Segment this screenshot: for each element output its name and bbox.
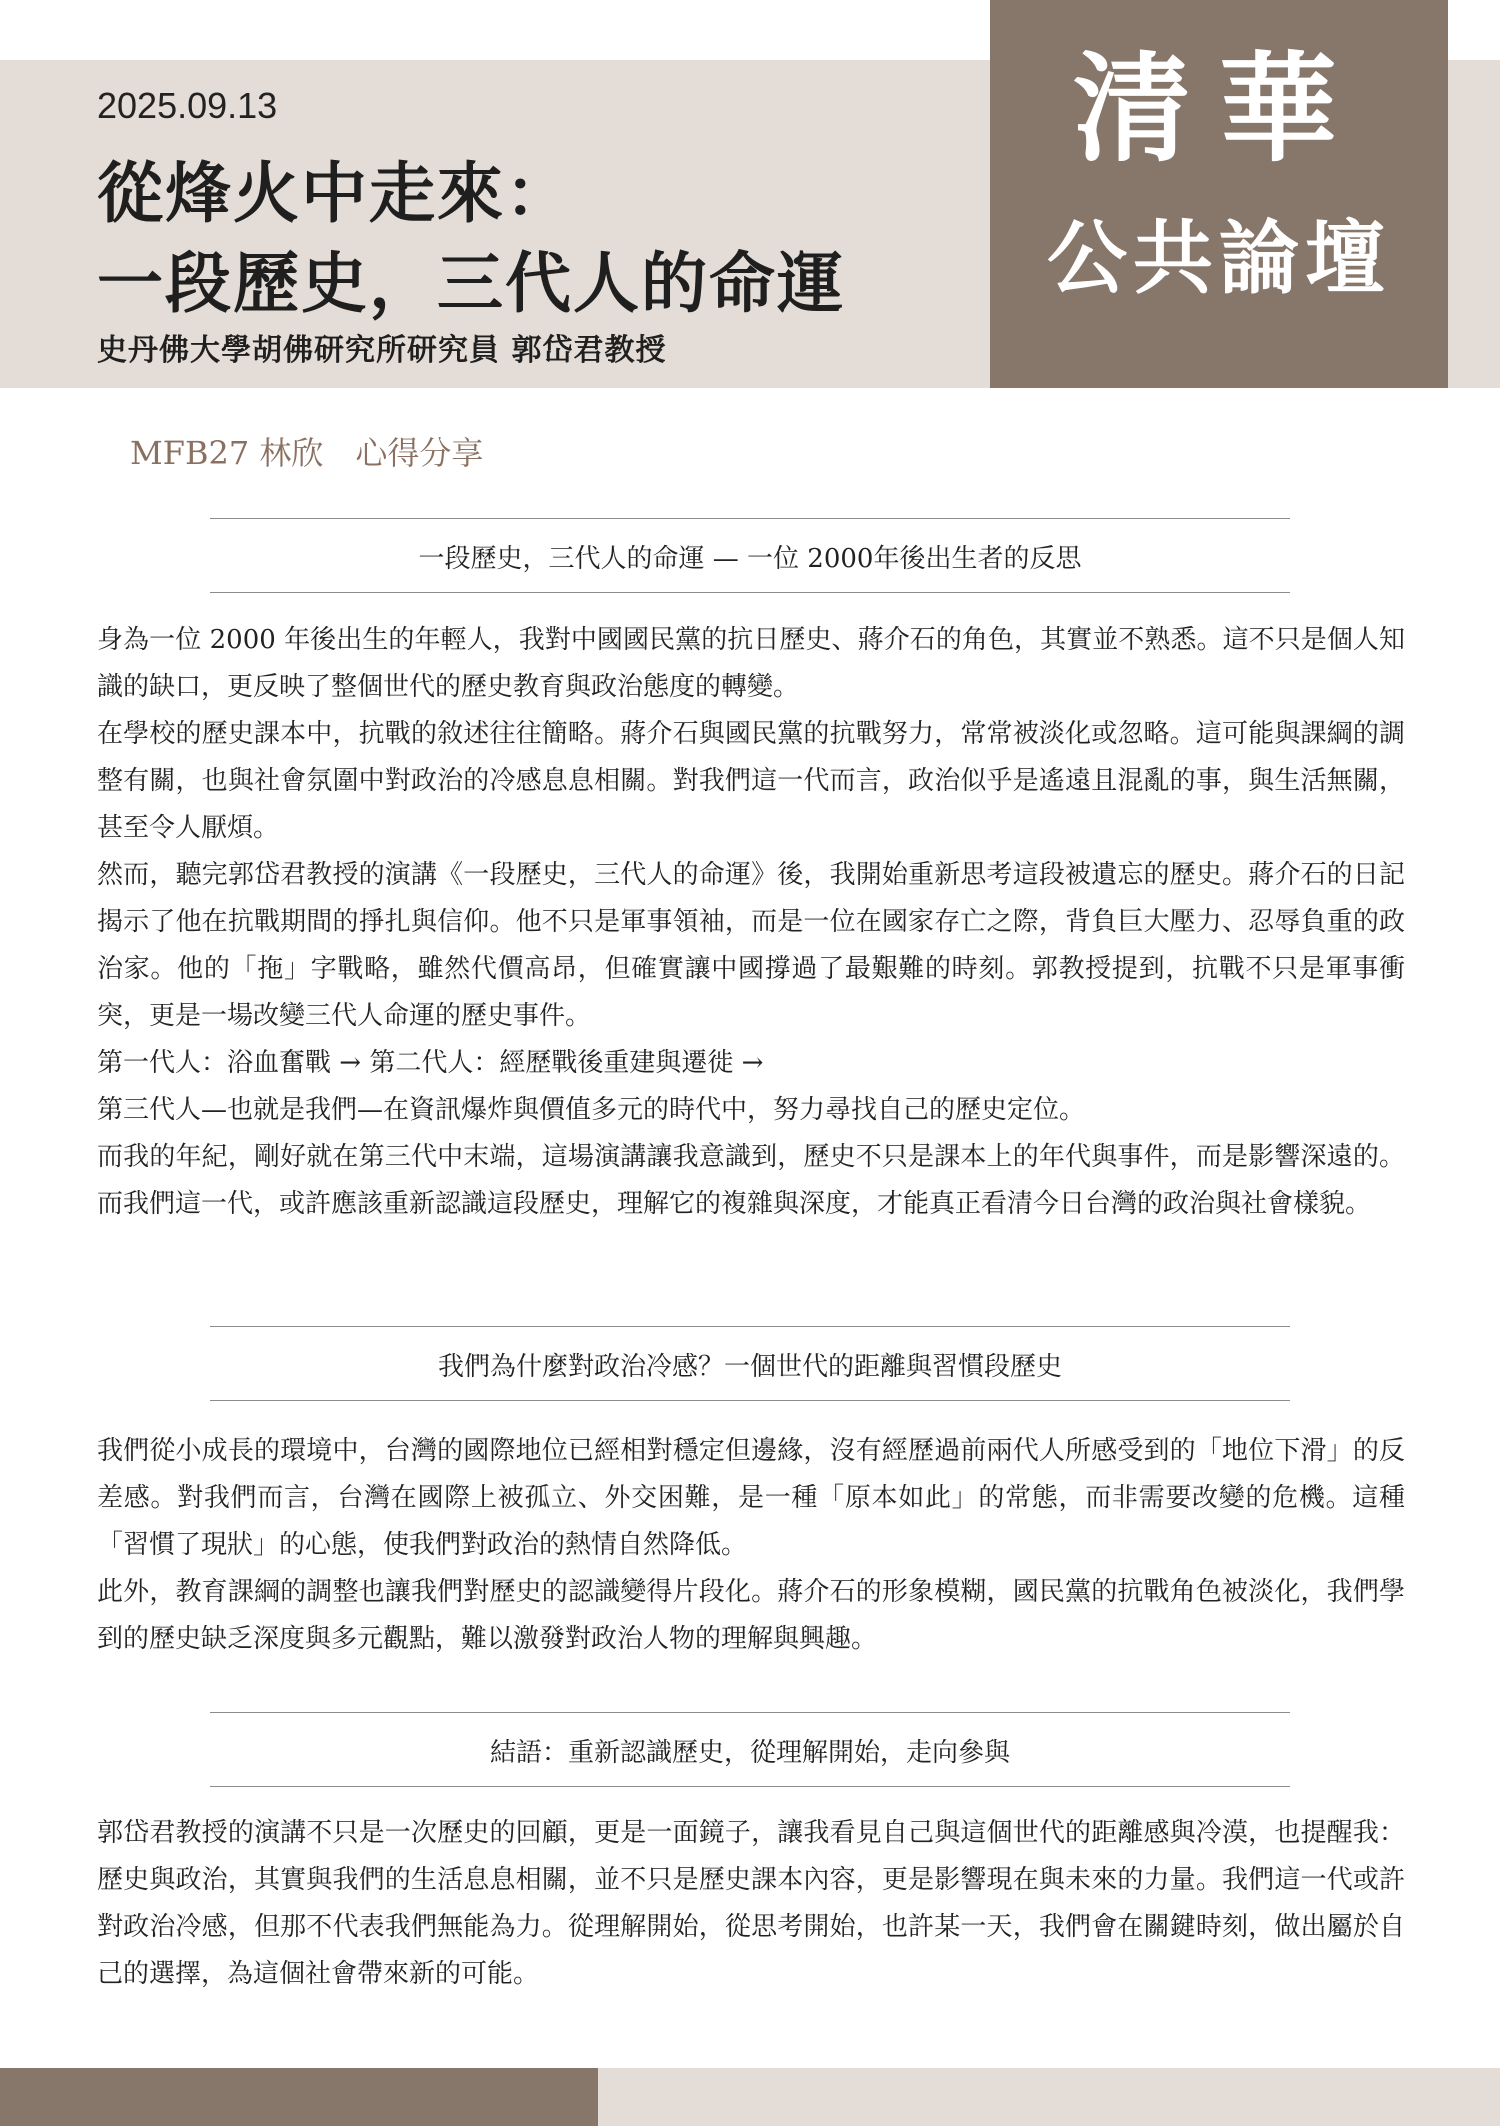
paragraph: 我們從小成長的環境中，台灣的國際地位已經相對穩定但邊緣，沒有經歷過前兩代人所感受到的「地位下滑」的反差感。對我們而言，台灣在國際上被孤立、外交困難，是一種「原本如此」的常態，而非需要改變的危機。這種「習慣了現狀」的心態，使我們對政治的熱情自然降低。 (97, 1436, 1405, 1560)
title-line2: 一段歷史，三代人的命運 (97, 244, 845, 322)
section-divider (210, 1786, 1290, 1787)
footer-band-light (598, 2068, 1500, 2126)
speaker-line: 史丹佛大學胡佛研究所研究員 郭岱君教授 (97, 333, 667, 368)
section-divider (210, 518, 1290, 519)
section-title: 結語：重新認識歷史，從理解開始，走向參與 (489, 1738, 1010, 1768)
paragraph: 身為一位 2000 年後出生的年輕人，我對中國國民黨的抗日歷史、蔣介石的角色，其實並不熟悉。這不只是個人知識的缺口，更反映了整個世代的歷史教育與政治態度的轉變。 (97, 625, 1405, 702)
section-divider (210, 1712, 1290, 1713)
paragraph: 郭岱君教授的演講不只是一次歷史的回顧，更是一面鏡子，讓我看見自己與這個世代的距離感與冷漠，也提醒我：歷史與政治，其實與我們的生活息息相關，並不只是歷史課本內容，更是影響現在與未來的力量。我們這一代或許對政治冷感，但那不代表我們無能為力。從理解開始，從思考開始，也許某一天，我們會在關鍵時刻，做出屬於自己的選擇，為這個社會帶來新的可能。 (97, 1818, 1405, 1989)
section-body (97, 617, 1405, 1228)
section-title: 我們為什麼對政治冷感？一個世代的距離與習慣段歷史 (437, 1352, 1062, 1382)
section-divider (210, 1400, 1290, 1401)
paragraph: 而我的年紀，剛好就在第三代中末端，這場演講讓我意識到，歷史不只是課本上的年代與事件，而是影響深遠的。而我們這一代，或許應該重新認識這段歷史，理解它的複雜與深度，才能真正看清今日台灣的政治與社會樣貌。 (97, 1142, 1405, 1219)
paragraph: 在學校的歷史課本中，抗戰的敘述往往簡略。蔣介石與國民黨的抗戰努力，常常被淡化或忽略。這可能與課綱的調整有關，也與社會氛圍中對政治的冷感息息相關。對我們這一代而言，政治似乎是遙遠且混亂的事，與生活無關，甚至令人厭煩。 (97, 719, 1405, 843)
section-divider (210, 592, 1290, 593)
paragraph: 此外，教育課綱的調整也讓我們對歷史的認識變得片段化。蔣介石的形象模糊，國民黨的抗戰角色被淡化，我們學到的歷史缺乏深度與多元觀點，難以激發對政治人物的理解與興趣。 (97, 1577, 1405, 1654)
section-divider (210, 1326, 1290, 1327)
section-title: 一段歷史，三代人的命運 — 一位 2000年後出生者的反思 (418, 544, 1082, 574)
paragraph: 第一代人：浴血奮戰 → 第二代人：經歷戰後重建與遷徙 → (97, 1048, 764, 1078)
author-line: MFB27 林欣 心得分享 (130, 434, 484, 472)
title-line1: 從烽火中走來： (97, 154, 573, 232)
footer-band-dark (0, 2068, 598, 2126)
section-body (97, 1428, 1405, 1663)
section-body (97, 1810, 1405, 1998)
paragraph: 第三代人—也就是我們—在資訊爆炸與價值多元的時代中，努力尋找自己的歷史定位。 (97, 1095, 1086, 1125)
forum-logo (990, 0, 1448, 388)
logo-line1: 清華 (1072, 39, 1365, 178)
event-date: 2025.09.13 (97, 85, 278, 126)
logo-line2: 公共論壇 (1047, 211, 1391, 305)
page-title (97, 148, 845, 328)
paragraph: 然而，聽完郭岱君教授的演講《一段歷史，三代人的命運》後，我開始重新思考這段被遺忘的歷史。蔣介石的日記揭示了他在抗戰期間的掙扎與信仰。他不只是軍事領袖，而是一位在國家存亡之際，背負巨大壓力、忍辱負重的政治家。他的「拖」字戰略，雖然代價高昂，但確實讓中國撐過了最艱難的時刻。郭教授提到，抗戰不只是軍事衝突，更是一場改變三代人命運的歷史事件。 (97, 860, 1405, 1031)
